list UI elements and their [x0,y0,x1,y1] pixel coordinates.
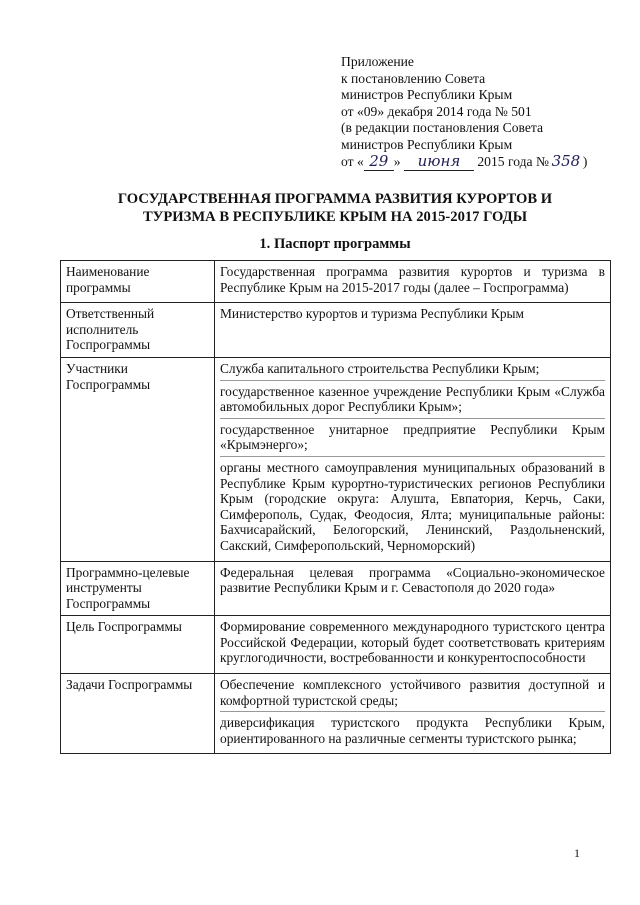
page-number: 1 [574,846,580,860]
row-value-paragraph: Государственная программа развития курортов и туризма в Республике Крым на 2015-2017 годы (далее – Госпрограмма) [220,264,605,295]
table-row [61,616,611,674]
sig-year: 2015 года № [473,154,549,169]
handwritten-day: 29 [364,153,394,171]
appendix-line: Приложение [341,54,414,69]
row-value-paragraph: государственное унитарное предприятие Республики Крым «Крымэнерго»; [220,418,605,456]
row-value-paragraph: Обеспечение комплексного устойчивого развития доступной и комфортной туристской среды; [220,677,605,708]
row-value-cell [215,616,611,674]
row-value-cell [215,303,611,358]
row-value-paragraph: органы местного самоуправления муниципальных образований в Республике Крым курортно-туристических регионов Республики Крым (городские округа: Алушта, Евпатория, Керчь, Саки, Симферополь, Судак, Феодосия, Ялта; муниципальные районы: Бахчисарайский, Белогорский, Ленинский, Раздольненский, Сакский, Симферопольский, Черноморский) [220,456,605,557]
row-value-paragraph: государственное казенное учреждение Республики Крым «Служба автомобильных дорог Республики Крым»; [220,380,605,418]
sig-suffix: ) [582,154,588,169]
sig-prefix: от « [341,154,364,169]
appendix-line: от «09» декабря 2014 года № 501 [341,103,532,119]
row-value-cell [215,261,611,303]
appendix-line: министров Республики Крым [341,136,513,152]
row-value-cell [215,357,611,561]
handwritten-number: 358 [551,152,581,170]
row-value-cell [215,674,611,754]
row-name-cell: Участники Госпрограммы [61,357,215,561]
table-row [61,357,611,561]
handwritten-month: июня [404,153,474,171]
table-row [61,303,611,358]
row-value-paragraph: Министерство курортов и туризма Республики Крым [220,306,525,322]
row-value-paragraph: диверсификация туристского продукта Республики Крым, ориентированного на различные сегменты туристского рынка; [220,711,605,749]
row-name-cell: Программно-целевые инструменты Госпрограммы [61,561,215,616]
document-title [60,190,610,226]
row-value-cell [215,561,611,616]
row-value-paragraph: Федеральная целевая программа «Социально-экономическое развитие Республики Крым и г. Севастополя до 2020 года» [220,564,605,596]
appendix-line: к постановлению Совета [341,70,486,86]
row-name-cell: Наименование программы [61,261,215,303]
row-name-cell: Задачи Госпрограммы [61,674,215,754]
document-title-line-1: ГОСУДАРСТВЕННАЯ ПРОГРАММА РАЗВИТИЯ КУРОРТОВ И [117,191,553,207]
appendix-block [341,54,631,171]
row-value-paragraph: Служба капитального строительства Республики Крым; [220,360,540,376]
table-row [61,674,611,754]
row-name-cell: Ответственный исполнитель Госпрограммы [61,303,215,358]
amendment-date-line [341,153,631,171]
document-title-line-2: ТУРИЗМА В РЕСПУБЛИКЕ КРЫМ НА 2015-2017 ГОДЫ [142,209,528,225]
row-value-paragraph: Формирование современного международного туристского центра Российской Федерации, который будет соответствовать критериям круглогодичности, востребованности и конкурентоспособности [220,619,605,666]
appendix-line: министров Республики Крым [341,87,513,102]
table-row [61,261,611,303]
section-title: 1. Паспорт программы [259,236,411,252]
table-row [61,561,611,616]
appendix-line: (в редакции постановления Совета [341,120,544,135]
row-name-cell: Цель Госпрограммы [61,616,215,674]
sig-mid: » [393,154,404,169]
program-passport-table [60,260,611,754]
